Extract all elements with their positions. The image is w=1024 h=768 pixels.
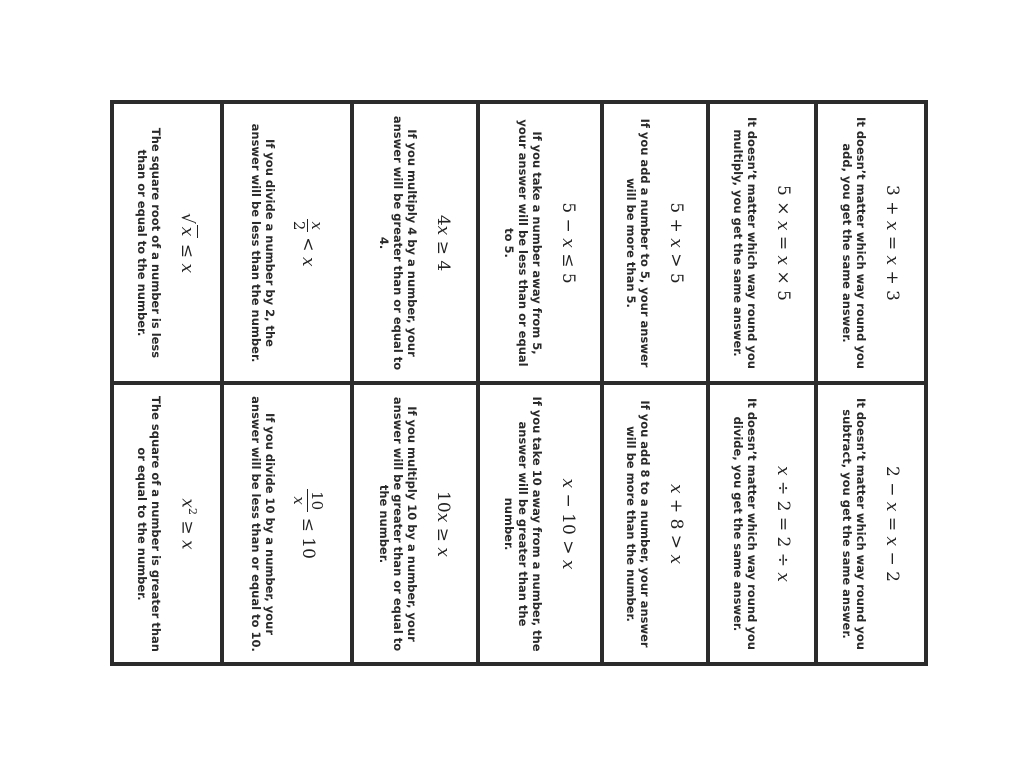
card-text: It doesn’t matter which way round you add, you get the same answer. — [840, 116, 868, 369]
card-math: 5 + x > 5 — [666, 201, 686, 284]
card-math: 10 x ≤ 10 — [290, 490, 327, 559]
card-text: It doesn’t matter which way round you subtract, you get the same answer. — [840, 397, 868, 650]
card-commutative-add — [818, 104, 924, 381]
card-multiply-four — [354, 104, 476, 381]
card-text: If you divide 10 by a number, your answer will be less than or equal to 10. — [249, 395, 278, 652]
card-text: The square root of a number is less than or equal to the number. — [135, 127, 164, 358]
card-commutative-subtract — [818, 385, 924, 662]
card-math: 5 − x ≤ 5 — [558, 201, 578, 284]
card-commutative-divide — [710, 385, 814, 662]
card-add-eight — [604, 385, 706, 662]
card-subtract-from-five — [480, 104, 600, 381]
card-square-root — [114, 104, 220, 381]
card-text: If you multiply 4 by a number, your answer will be greater than or equal to 4. — [377, 115, 419, 370]
card-math: 10x ≥ x — [433, 490, 453, 557]
card-text: The square of a number is greater than or equal to the number. — [135, 395, 164, 652]
card-math: 4x ≥ 4 — [433, 214, 453, 271]
card-sheet — [110, 100, 928, 666]
card-text: If you take a number away from 5, your answer will be less than or equal to 5. — [502, 118, 544, 367]
card-text: If you multiply 10 by a number, your answer will be greater than or equal to the number. — [377, 396, 419, 651]
card-math: x 2 < x — [290, 220, 327, 267]
card-square — [114, 385, 220, 662]
card-text: If you divide a number by 2, the answer will be less than the number. — [249, 123, 278, 362]
card-text: It doesn’t matter which way round you multiply, you get the same answer. — [731, 116, 759, 369]
card-math: 5 × x = x × 5 — [773, 184, 793, 301]
card-divide-ten — [224, 385, 350, 662]
card-math: x ÷ 2 = 2 ÷ x — [773, 465, 793, 582]
card-divide-by-two — [224, 104, 350, 381]
card-add-to-five — [604, 104, 706, 381]
card-math: $x^2 \ge x$ — [177, 497, 199, 550]
card-text: If you take 10 away from a number, the answer will be greater than the number. — [502, 395, 544, 652]
card-math: x − 10 > x — [558, 478, 578, 569]
card-math: x + 8 > x — [666, 483, 686, 564]
card-text: If you add 8 to a number, your answer will be more than the number. — [624, 399, 652, 648]
card-math: 3 + x = x + 3 — [882, 184, 902, 301]
card-subtract-ten — [480, 385, 600, 662]
card-text: If you add a number to 5, your answer will be more than 5. — [624, 118, 652, 367]
card-math: 2 − x = x − 2 — [882, 465, 902, 582]
card-math: √x ≤ x — [177, 212, 198, 273]
card-multiply-ten — [354, 385, 476, 662]
card-commutative-multiply — [710, 104, 814, 381]
card-text: It doesn’t matter which way round you divide, you get the same answer. — [731, 397, 759, 650]
